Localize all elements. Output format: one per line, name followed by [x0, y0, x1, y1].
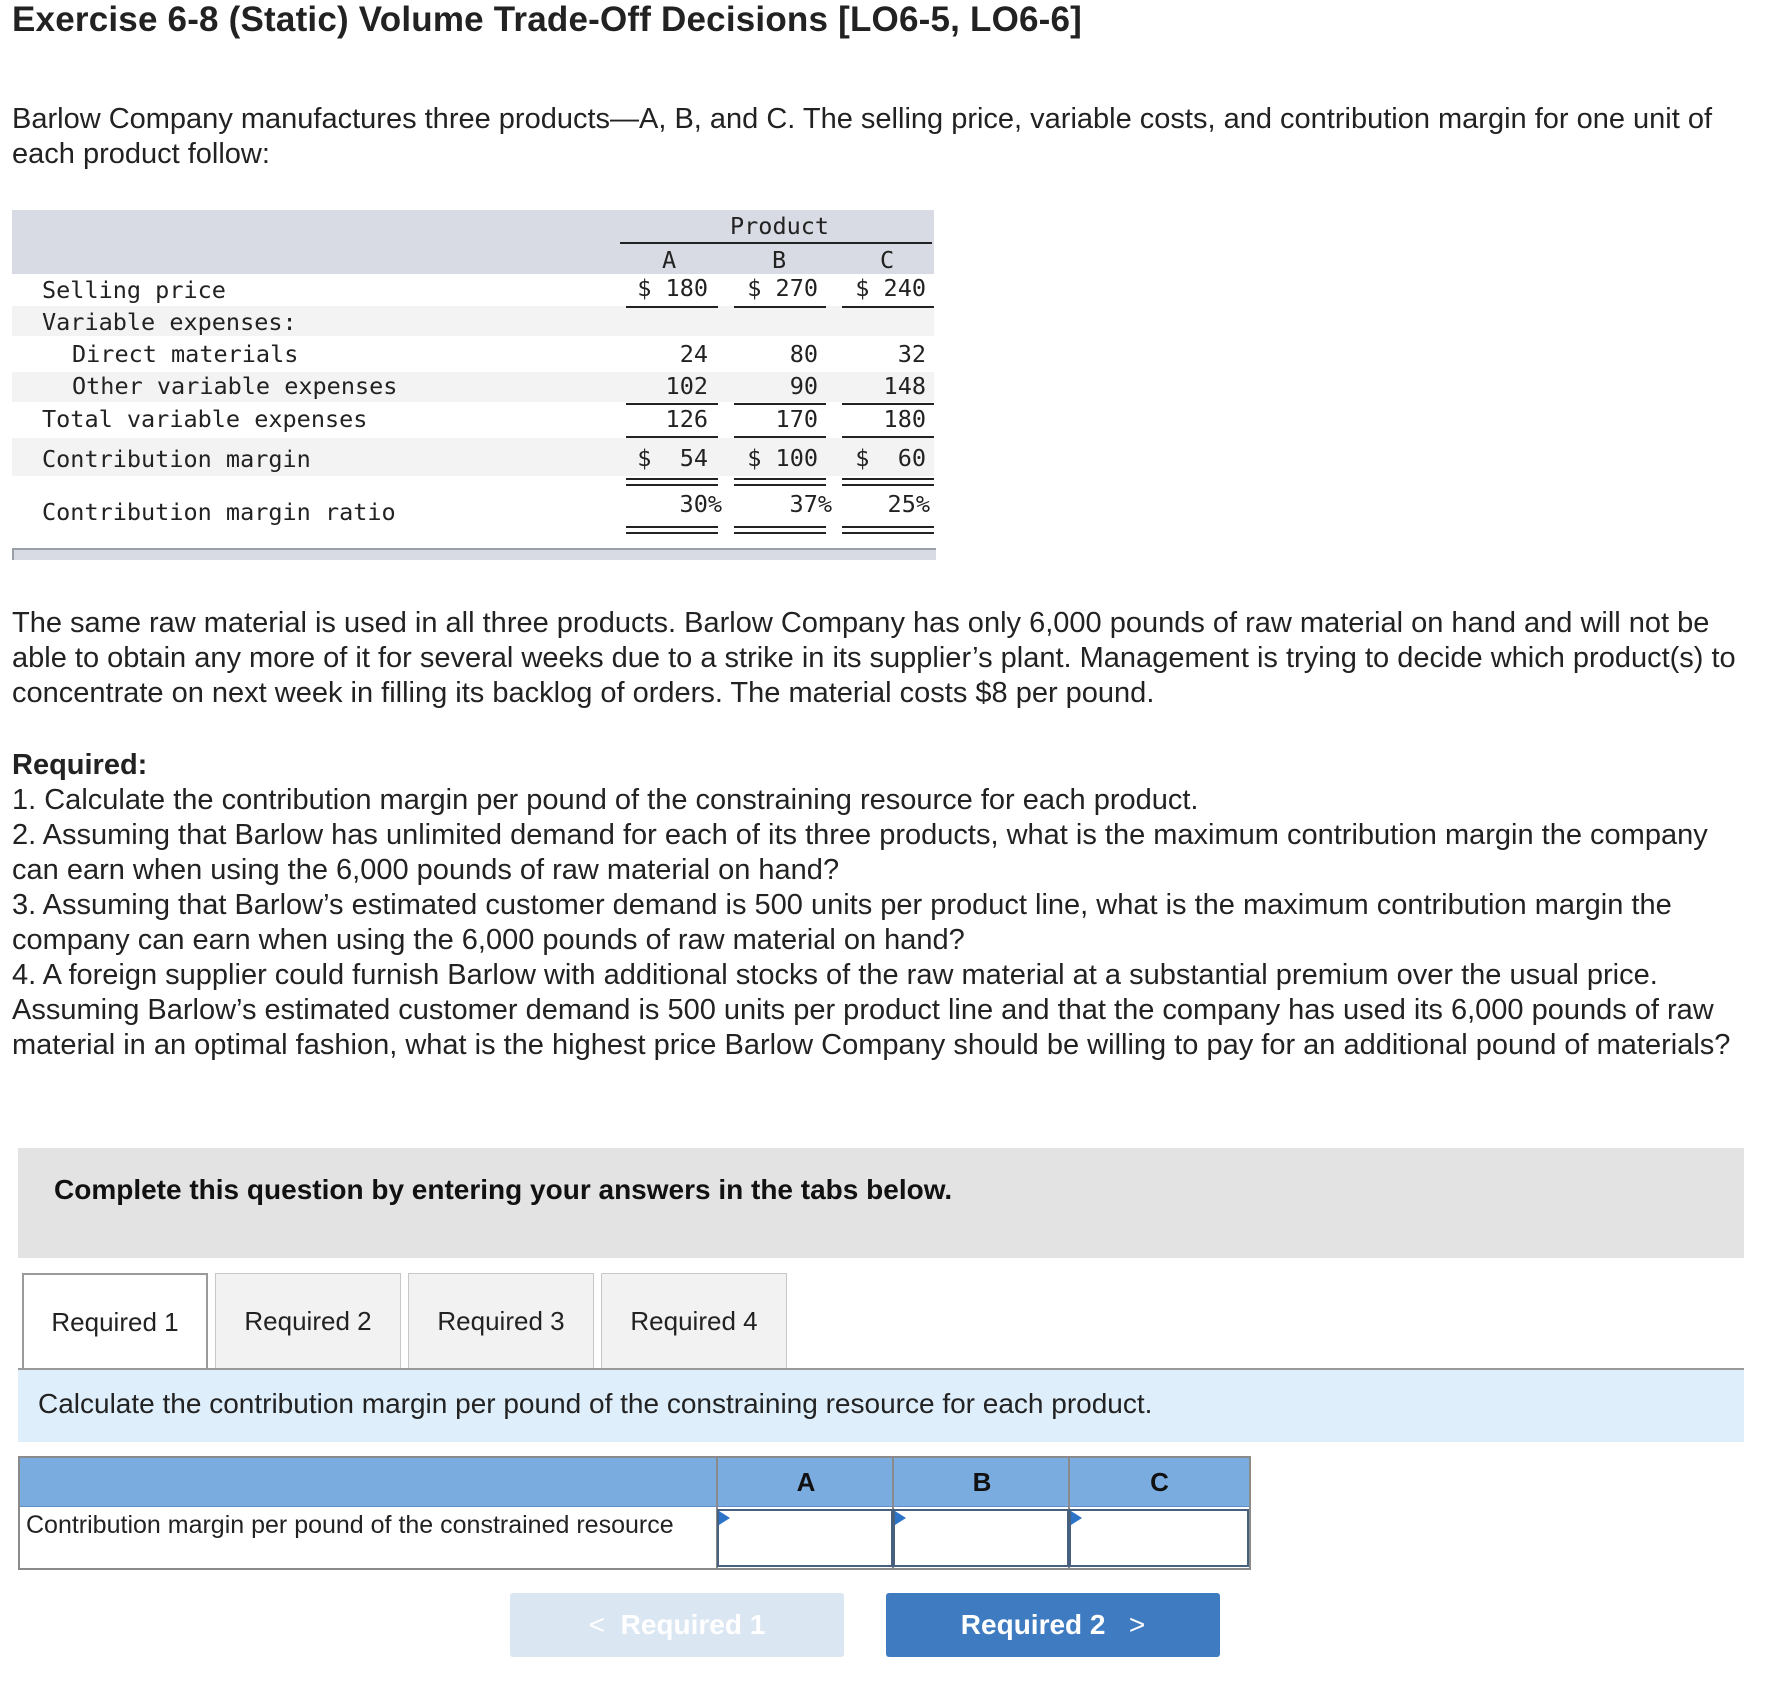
underline [734, 436, 826, 438]
row-label-variable-expenses: Variable expenses: [42, 308, 297, 336]
tab-required-1[interactable]: Required 1 [22, 1273, 208, 1370]
direct-materials-c: 32 [897, 340, 926, 368]
answer-table [18, 1456, 1251, 1570]
answer-column-a: A [796, 1467, 816, 1497]
row-label-selling-price: Selling price [42, 276, 226, 304]
input-marker-icon [1071, 1511, 1082, 1525]
tab-required-2[interactable]: Required 2 [215, 1273, 401, 1368]
required-item-2: 2. Assuming that Barlow has unlimited demand for each of its three products, what is the maximum contribution margin the company can earn when using the 6,000 pounds of raw material on hand? [12, 819, 1708, 886]
total-variable-a: 126 [665, 405, 708, 433]
tab-required-4[interactable]: Required 4 [601, 1273, 787, 1368]
double-underline [626, 478, 718, 486]
other-variable-b: 90 [789, 372, 818, 400]
answer-row-label: Contribution margin per pound of the constrained resource [26, 1511, 674, 1539]
selling-price-b: $ 270 [747, 274, 818, 302]
double-underline [842, 478, 934, 486]
instructions-panel [18, 1148, 1744, 1258]
double-underline [842, 526, 934, 534]
required-list [12, 748, 1752, 1063]
double-underline [734, 526, 826, 534]
intro-paragraph: Barlow Company manufactures three products—A, B, and C. The selling price, variable costs, and contribution margin for one unit of each product follow: [12, 103, 1713, 170]
prev-button-label: Required 1 [620, 1609, 766, 1640]
answer-column-c: C [1150, 1467, 1169, 1497]
cm-ratio-a: 30% [679, 490, 722, 518]
required-item-3: 3. Assuming that Barlow’s estimated customer demand is 500 units per product line, what is the maximum contribution margin the company can earn when using the 6,000 pounds of raw material on hand? [12, 889, 1672, 956]
header-rule [620, 242, 932, 244]
table-footer-band [12, 548, 936, 560]
selling-price-c: $ 240 [855, 274, 926, 302]
panel-text: Complete this question by entering your answers in the tabs below. [54, 1174, 953, 1205]
column-header-a: A [662, 246, 677, 274]
underline [842, 436, 934, 438]
row-label-total-variable: Total variable expenses [42, 405, 368, 433]
row-label-contribution-margin: Contribution margin [42, 445, 311, 473]
other-variable-a: 102 [665, 372, 708, 400]
answer-input-b[interactable] [893, 1509, 1069, 1567]
direct-materials-a: 24 [679, 340, 708, 368]
tab-required-3[interactable]: Required 3 [408, 1273, 594, 1368]
answer-input-c[interactable] [1069, 1509, 1249, 1567]
exercise-title: Exercise 6-8 (Static) Volume Trade-Off Decisions [LO6-5, LO6-6] [12, 0, 1083, 39]
product-cost-table [12, 210, 934, 558]
double-underline [626, 526, 718, 534]
required-heading: Required: [12, 749, 148, 781]
double-underline [734, 478, 826, 486]
contribution-margin-c: $ 60 [855, 444, 926, 472]
chevron-right-icon: > [1128, 1609, 1146, 1640]
row-label-cm-ratio: Contribution margin ratio [42, 498, 396, 526]
required-item-1: 1. Calculate the contribution margin per pound of the constraining resource for each product. [12, 784, 1199, 816]
column-header-b: B [772, 246, 787, 274]
input-marker-icon [895, 1511, 906, 1525]
instruction-text: Calculate the contribution margin per pound of the constraining resource for each product. [38, 1388, 1153, 1419]
next-button[interactable] [886, 1593, 1220, 1657]
contribution-margin-b: $ 100 [747, 444, 818, 472]
required-item-4: 4. A foreign supplier could furnish Barlow with additional stocks of the raw material at a substantial premium over the usual price. Assuming Barlow’s estimated customer demand is 500 units per product line and that the company has used its 6,000 pounds of raw material in an optimal fashion, what is the highest price Barlow Company should be willing to pay for an additional pound of materials? [12, 959, 1731, 1061]
total-variable-c: 180 [883, 405, 926, 433]
column-header-c: C [880, 246, 895, 274]
underline [842, 306, 934, 308]
answer-column-b: B [972, 1467, 992, 1497]
next-button-label: Required 2 [960, 1609, 1106, 1640]
underline [734, 306, 826, 308]
other-variable-c: 148 [883, 372, 926, 400]
selling-price-a: $ 180 [637, 274, 708, 302]
direct-materials-b: 80 [789, 340, 818, 368]
chevron-left-icon: < [588, 1609, 606, 1640]
cm-ratio-b: 37% [789, 490, 832, 518]
contribution-margin-a: $ 54 [637, 444, 708, 472]
prev-button[interactable] [510, 1593, 844, 1657]
underline [626, 306, 718, 308]
underline [626, 436, 718, 438]
answer-input-a[interactable] [717, 1509, 893, 1567]
tab-instruction [18, 1370, 1744, 1442]
total-variable-b: 170 [775, 405, 818, 433]
row-label-other-variable: Other variable expenses [72, 372, 398, 400]
product-group-header: Product [730, 212, 830, 240]
scenario-paragraph: The same raw material is used in all three products. Barlow Company has only 6,000 pounds of raw material on hand and will not be able to obtain any more of it for several weeks due to a strike in its supplier’s plant. Management is trying to decide which product(s) to concentrate on next week in filling its backlog of orders. The material costs $8 per pound. [12, 607, 1736, 709]
input-marker-icon [719, 1511, 730, 1525]
row-label-direct-materials: Direct materials [72, 340, 299, 368]
cm-ratio-c: 25% [887, 490, 930, 518]
